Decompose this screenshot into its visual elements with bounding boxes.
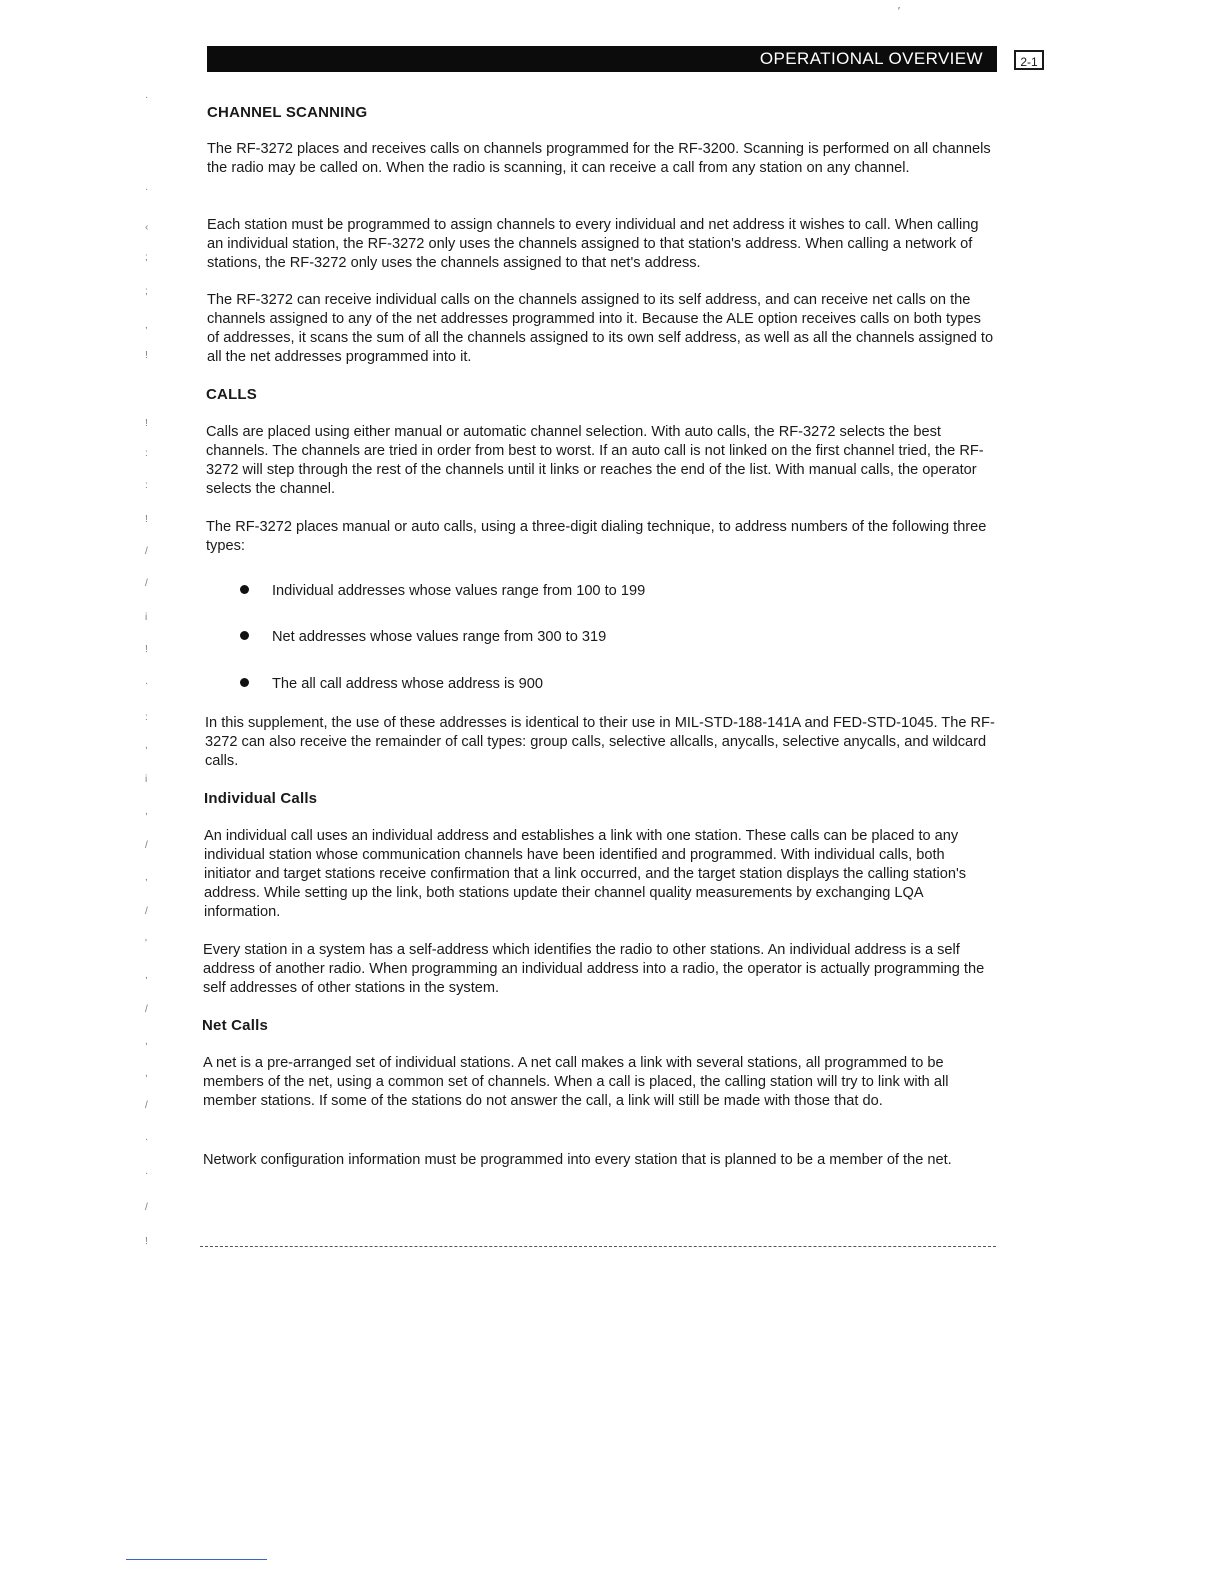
list-item-text: The all call address whose address is 900 [272,676,543,692]
paragraph: Each station must be programmed to assign channels to every individual and net address it wishes to call. When calling an individual station, the RF-3272 only uses the channels assigned to that station's address. When calling a network of stations, the RF-3272 only uses the channels assigned to that net's address. [207,217,979,271]
paragraph: In this supplement, the use of these addresses is identical to their use in MIL-STD-188-141A and FED-STD-1045. The RF-3272 can also receive the remainder of call types: group calls, selective allcalls, anycalls, selective anycalls, and wildcard calls. [205,715,995,769]
bullet-icon [240,678,249,687]
list-item [240,675,543,694]
paragraph: Every station in a system has a self-address which identifies the radio to other stations. An individual address is a self address of another radio. When programming an individual address into a radio, the operator is actually programming the self addresses of other stations in the system. [203,942,985,996]
page-number-box: 2-1 [1014,50,1044,70]
paragraph: A net is a pre-arranged set of individual stations. A net call makes a link with several stations, all programmed to be members of the net, using a common set of channels. When a call is placed, the calling station will try to link with all member stations. If some of the stations do not answer the call, a link will still be made with those that do. [203,1055,949,1109]
paragraph: The RF-3272 can receive individual calls on the channels assigned to its self address, and can receive net calls on the channels assigned to any of the net addresses programmed into it. Because the ALE option receives calls on both types of addresses, it scans the sum of all the channels assigned to its own self address, as well as all the channels assigned to all the net addresses programmed into it. [207,292,994,365]
heading-channel-scanning: CHANNEL SCANNING [207,104,368,121]
section-header-title: OPERATIONAL OVERVIEW [759,49,983,68]
scan-blue-rule [126,1559,267,1560]
paragraph: The RF-3272 places manual or auto calls, using a three-digit dialing technique, to address numbers of the following three types: [206,519,987,554]
heading-calls: CALLS [206,386,257,403]
bullet-icon [240,631,249,640]
paragraph: An individual call uses an individual address and establishes a link with one station. These calls can be placed to any individual station whose communication channels have been identified and programmed. With individual calls, both initiator and target stations receive confirmation that a link occurred, and the target station displays the calling station's address. While setting up the link, both stations update their channel quality measurements by exchanging LQA information. [204,828,967,920]
heading-individual-calls: Individual Calls [204,790,318,807]
paragraph: Network configuration information must be programmed into every station that is planned to be a member of the net. [203,1152,952,1168]
paragraph: Calls are placed using either manual or automatic channel selection. With auto calls, the RF-3272 selects the best channels. The channels are tried in order from best to worst. If an auto call is not linked on the first channel tried, the RF-3272 will step through the rest of the channels until it links or reaches the end of the list. With manual calls, the operator selects the channel. [206,424,984,497]
list-item-text: Net addresses whose values range from 300 to 319 [272,629,607,645]
list-item [240,628,606,647]
paragraph: The RF-3272 places and receives calls on channels programmed for the RF-3200. Scanning is performed on all channels the radio may be called on. When the radio is scanning, it can receive a call from any station on any channel. [207,141,991,176]
list-item-text: Individual addresses whose values range from 100 to 199 [272,583,646,599]
bullet-icon [240,585,249,594]
footer-rule [200,1246,996,1247]
section-header-bar [207,46,997,72]
scan-speck: ′ [898,6,900,17]
heading-net-calls: Net Calls [202,1017,268,1034]
document-page: ′ OPERATIONAL OVERVIEW 2-1 CHANNEL SCANNING The RF-3272 places and receives calls on channels programmed for the RF-3200. Scanning is performed on all channels the radio may be called on. When the radio is scanning, it can receive a call from any station on any channel. Each station must be programmed to assign channels to every individual and net address it wishes to call. When calling an individual station, the RF-3272 only uses the channels assigned to that station's address. When calling a network of stations, the RF-3272 only uses the channels assigned to that net's address. The RF-3272 can receive individual calls on the channels assigned to its self address, and can receive net calls on the channels assigned to any of the net addresses programmed into it. Because the ALE option receives calls on both types of addresses, it scans the sum of all the channels assigned to its own self address, as well as all the channels assigned to all the net addresses programmed into it. CALLS Calls are placed using either manual or automatic channel selection. With auto calls, the RF-3272 selects the best channels. The channels are tried in order from best to worst. If an auto call is not linked on the first channel tried, the RF-3272 will step through the rest of the channels until it links or reaches the end of the list. With manual calls, the operator selects the channel. The RF-3272 places manual or auto calls, using a three-digit dialing technique, to address numbers of the following three types: Individual addresses whose values range from 100 to 199 Net addresses whose values range from 300 to 319 The all call address whose address is 900 In this supplement, the use of these addresses is identical to their use in MIL-STD-188-141A and FED-STD-1045. The RF-3272 can also receive the remainder of call types: group calls, selective allcalls, anycalls, selective anycalls, and wildcard calls. Individual Calls An individual call uses an individual address and establishes a link with one station. These calls can be placed to any individual station whose communication channels have been identified and programmed. With individual calls, both initiator and target stations receive confirmation that a link occurred, and the target station displays the calling station's address. While setting up the link, both stations update their channel quality measurements by exchanging LQA information. Every station in a system has a self-address which identifies the radio to other stations. An individual address is a self address of another radio. When programming an individual address into a radio, the operator is actually programming the self addresses of other stations in the system. Net Calls A net is a pre-arranged set of individual stations. A net call makes a link with several stations, all programmed to be members of the net, using a common set of channels. When a call is placed, the calling station will try to link with all member stations. If some of the stations do not answer the call, a link will still be made with those that do. Network configuration information must be programmed into every station that is planned to be a member of the net. · · ‹ ; ; , ! ! : : ! / / i ! · : , i , / , / ' , / , , / · · / ! [0,0,1224,1584]
list-item [240,582,645,601]
